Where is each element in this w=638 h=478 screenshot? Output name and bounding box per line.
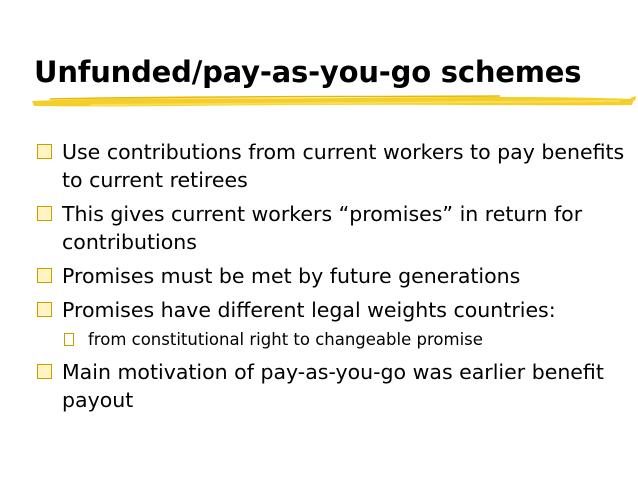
- sub-bullet-text: from constitutional right to changeable promise: [88, 330, 483, 349]
- bullet-item: [36, 262, 632, 290]
- bullet-item: [36, 296, 632, 324]
- title-underline-brush: [30, 92, 636, 112]
- bullet-text: Promises have different legal weights countries:: [62, 298, 556, 322]
- slide-title: Unfunded/pay-as-you-go schemes: [34, 55, 582, 89]
- hollow-square-bullet-icon: [37, 302, 52, 317]
- bullet-item: [36, 358, 632, 414]
- hollow-square-bullet-icon: [37, 144, 52, 159]
- sub-bullet-item: [36, 328, 632, 352]
- bullet-text: Use contributions from current workers to pay benefits to current retirees: [62, 140, 625, 192]
- bullet-text: This gives current workers “promises” in return for contributions: [62, 202, 583, 254]
- hollow-square-bullet-icon: [37, 206, 52, 221]
- bullet-text: Promises must be met by future generations: [62, 264, 521, 288]
- bullet-text: Main motivation of pay-as-you-go was earlier benefit payout: [62, 360, 604, 412]
- missing-glyph-bullet-icon: [64, 333, 74, 346]
- bullet-list: [36, 138, 632, 420]
- hollow-square-bullet-icon: [37, 268, 52, 283]
- bullet-item: [36, 138, 632, 194]
- bullet-item: [36, 200, 632, 256]
- hollow-square-bullet-icon: [37, 364, 52, 379]
